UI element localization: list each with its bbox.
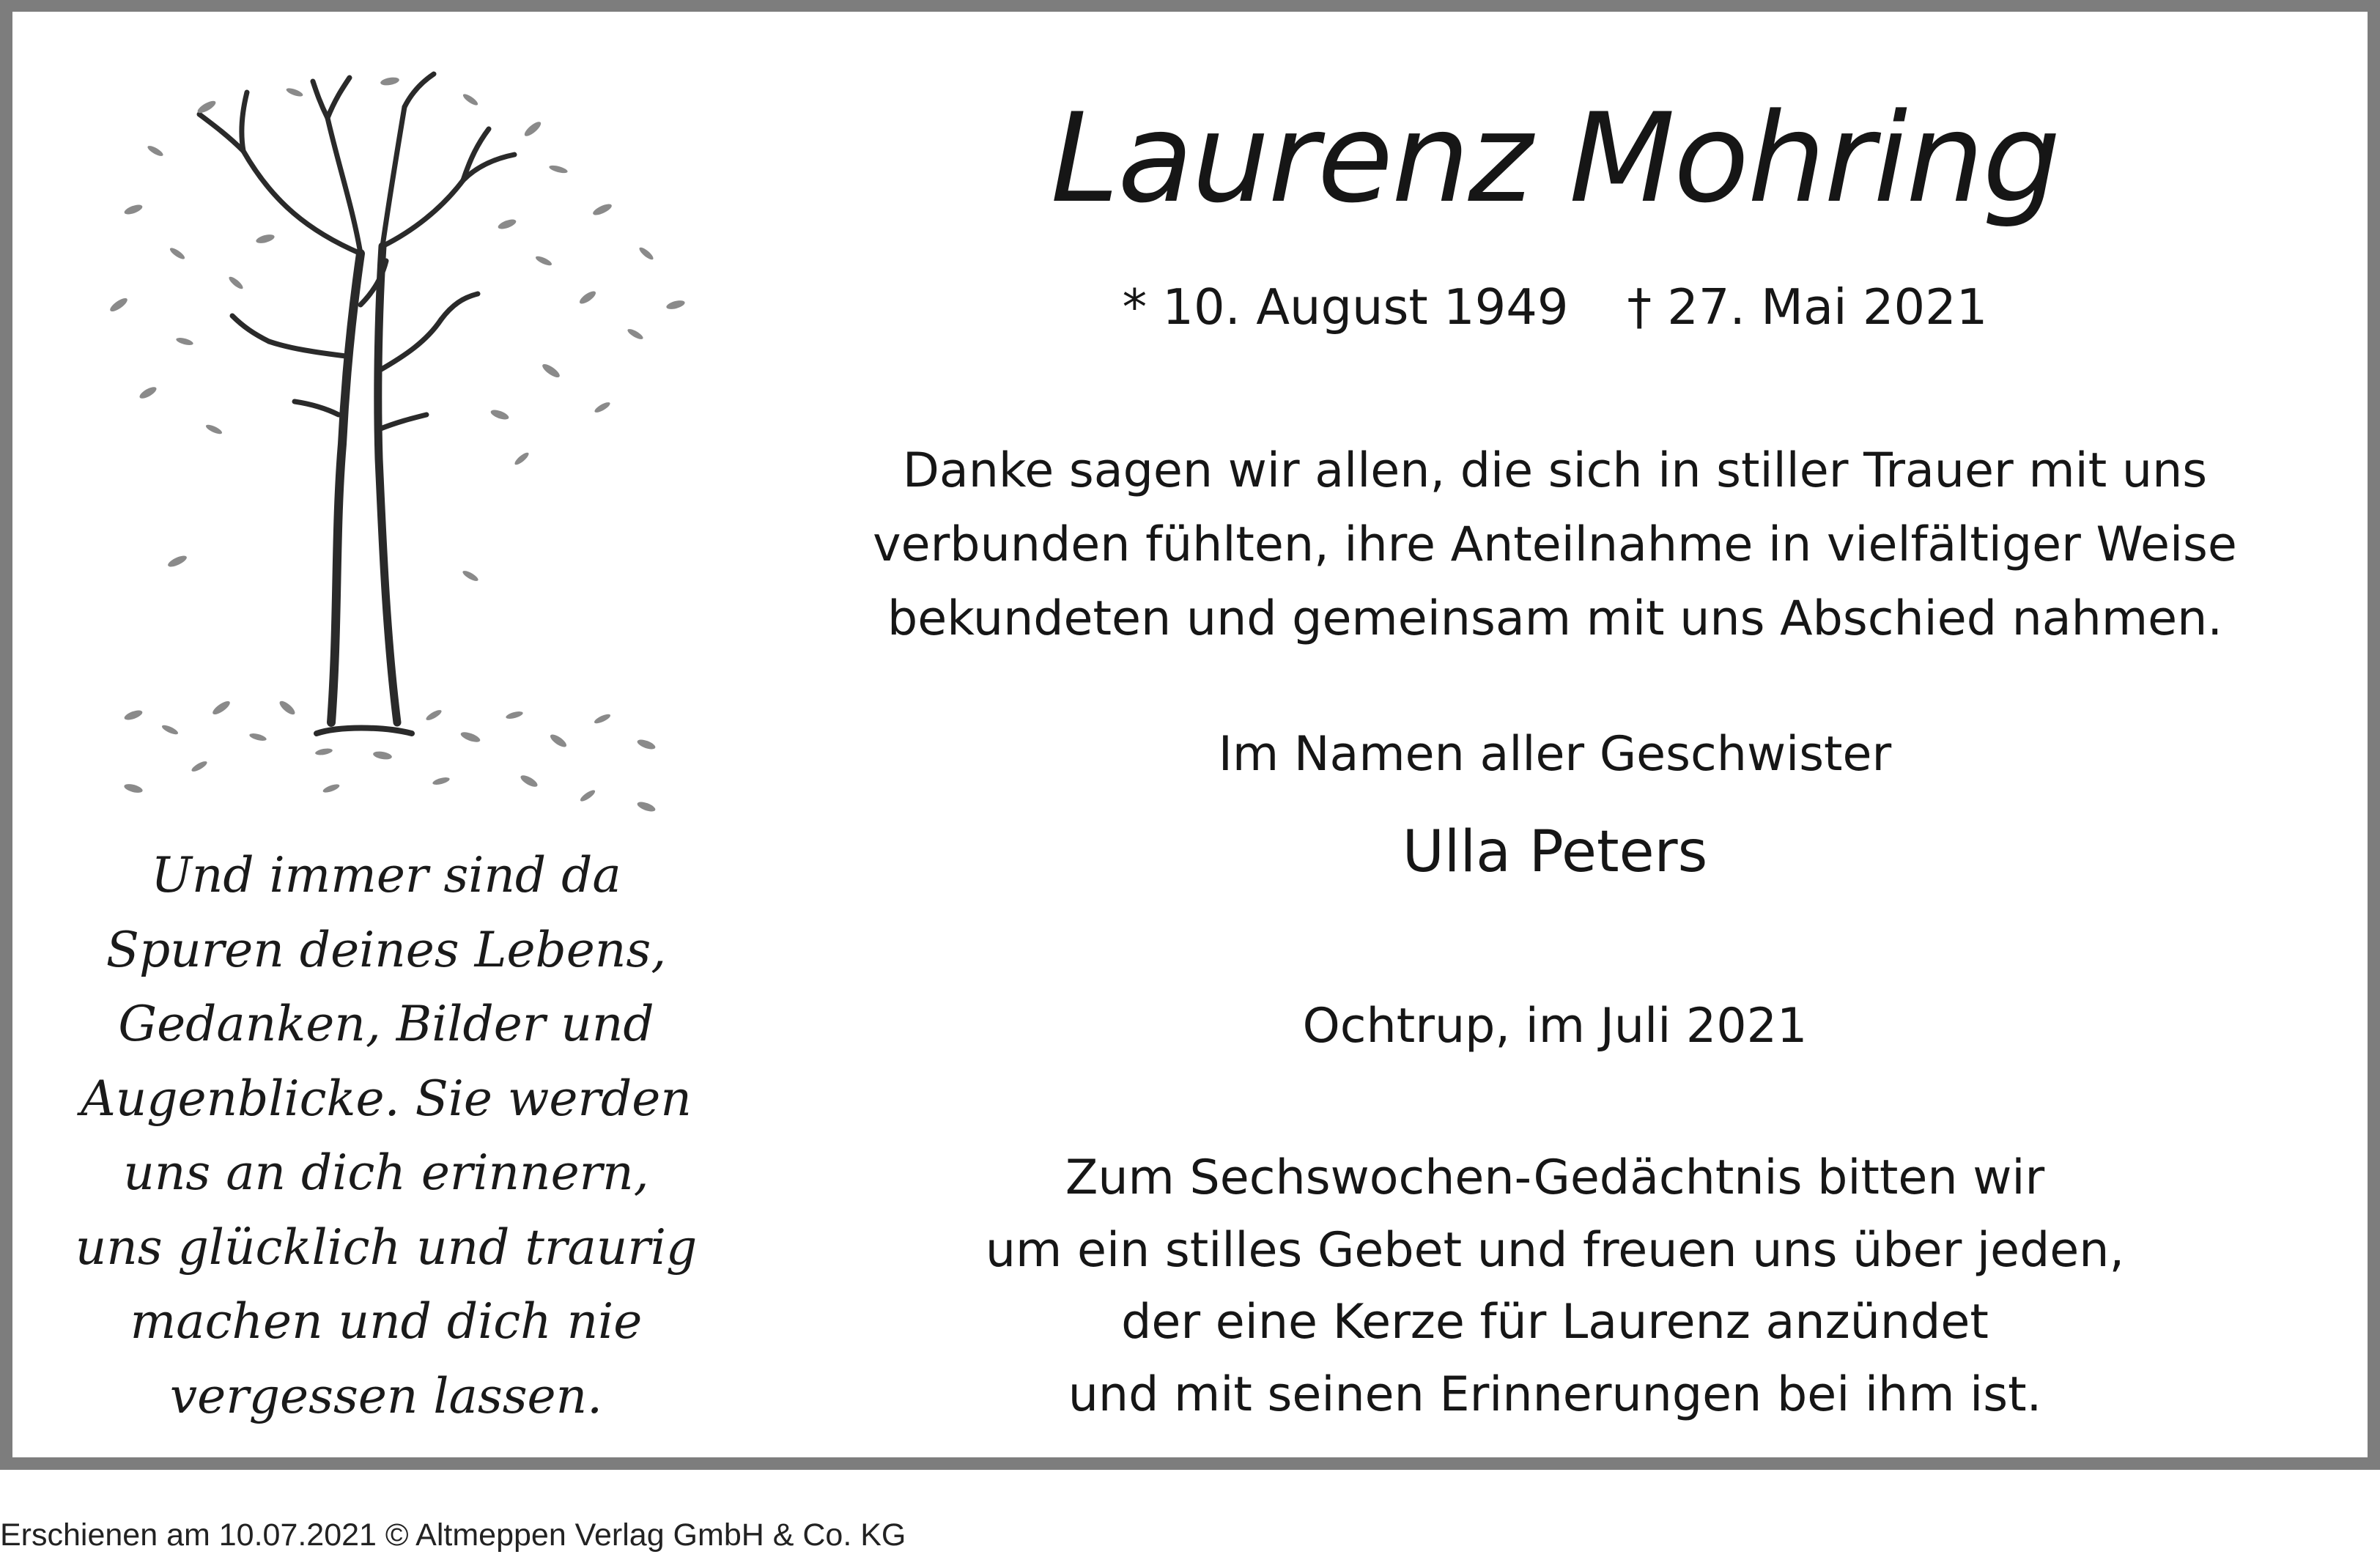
thank-you-line: bekundeten und gemeinsam mit uns Abschied nahmen. [887,591,2222,646]
signer-name: Ulla Peters [1402,819,1708,885]
on-behalf-line: Im Namen aller Geschwister [1218,727,1892,782]
poem-line: Augenblicke. Sie werden [81,1070,692,1127]
deceased-name: Laurenz Mohring [1050,86,2060,230]
life-dates [767,274,2343,340]
poem-line: machen und dich nie [130,1293,643,1350]
thank-you-line: verbunden fühlten, ihre Anteilnahme in vielfältiger Weise [873,517,2237,572]
memorial-line: Zum Sechswochen-Gedächtnis bitten wir [1065,1150,2045,1205]
poem-line: vergessen lassen. [169,1367,603,1424]
death-date: † 27. Mai 2021 [1627,278,1988,336]
poem-line: Spuren deines Lebens, [106,921,667,978]
poem-line: Und immer sind da [151,847,621,903]
memorial-poem [64,838,709,1433]
birth-date: * 10. August 1949 [1122,278,1569,336]
memorial-service-text [767,1142,2343,1431]
thank-you-line: Danke sagen wir allen, die sich in stiller Trauer mit uns [902,443,2208,498]
poem-line: uns glücklich und traurig [75,1218,698,1276]
thank-you-text [767,434,2343,656]
memorial-line: der eine Kerze für Laurenz anzündet [1121,1295,1989,1350]
poem-line: Gedanken, Bilder und [118,996,654,1052]
memorial-line: und mit seinen Erinnerungen bei ihm ist. [1068,1366,2042,1422]
place-and-date: Ochtrup, im Juli 2021 [1302,999,1808,1054]
tree-icon [89,63,709,818]
poem-line: uns an dich erinnern, [123,1144,649,1201]
memorial-line: um ein stilles Gebet und freuen uns über jeden, [985,1222,2125,1278]
publication-footer: Erschienen am 10.07.2021 © Altmeppen Verlag GmbH & Co. KG [0,1517,906,1553]
